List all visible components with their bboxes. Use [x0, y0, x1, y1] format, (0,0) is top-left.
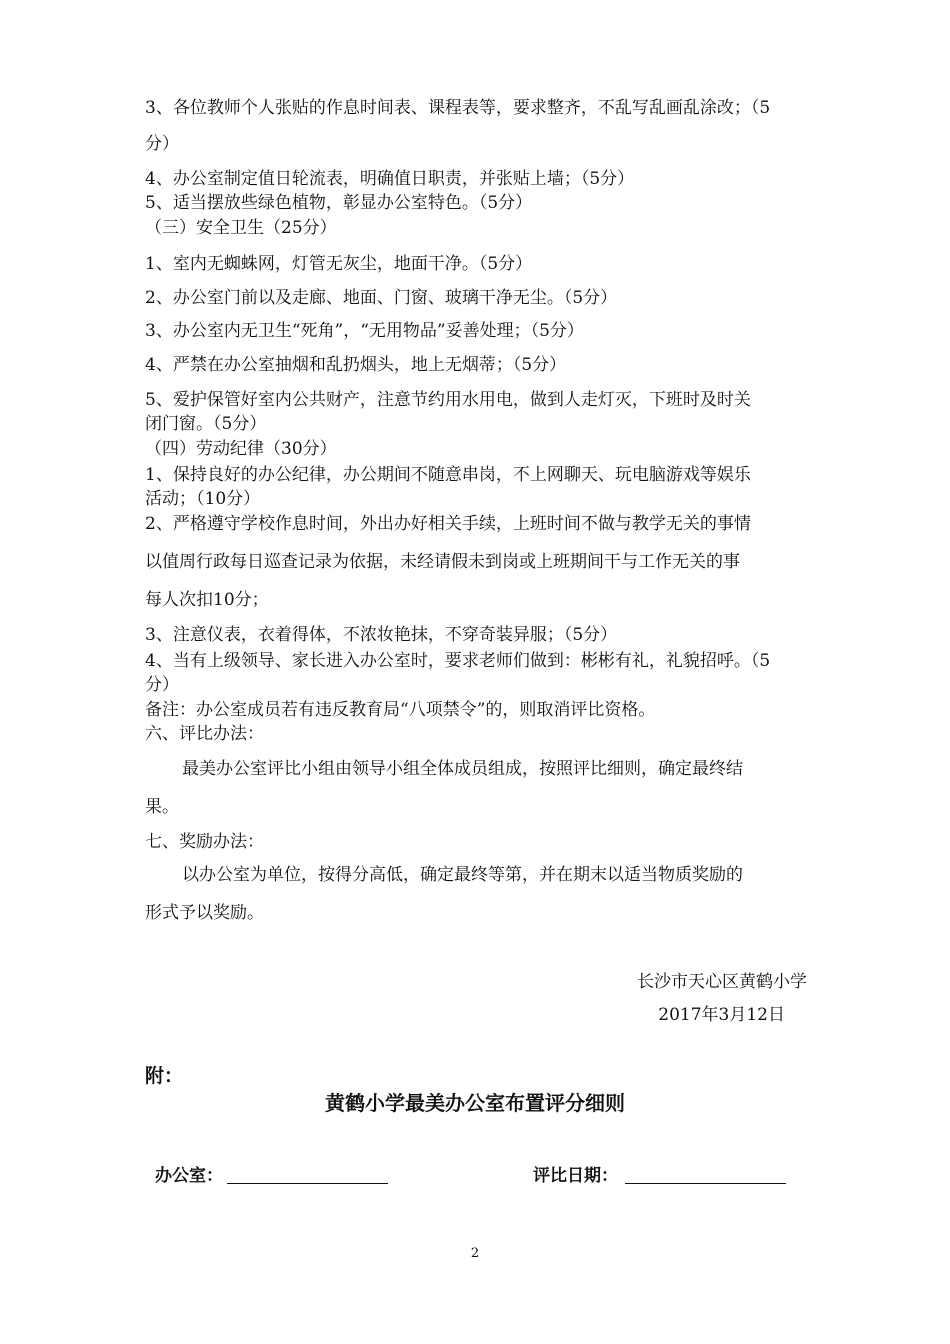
rule-line: 3、各位教师个人张贴的作息时间表、课程表等，要求整齐，不乱写乱画乱涂改；（5 [145, 98, 771, 118]
rule-line: 分） [145, 134, 179, 154]
signature-school: 长沙市天心区黄鹤小学 [637, 972, 807, 992]
section-heading: 六、评比办法： [145, 724, 264, 744]
rule-line: 1、保持良好的办公纪律，办公期间不随意串岗，不上网聊天、玩电脑游戏等娱乐 [145, 465, 751, 485]
appendix-title: 黄鹤小学最美办公室布置评分细则 [325, 1091, 625, 1115]
rule-line: 5、爱护保管好室内公共财产，注意节约用水用电，做到人走灯灭，下班时及时关 [145, 390, 751, 410]
section-heading: 七、奖励办法： [145, 832, 264, 852]
note-line: 备注：办公室成员若有违反教育局“八项禁令”的，则取消评比资格。 [145, 700, 656, 720]
paragraph-line: 果。 [145, 797, 179, 817]
rule-line: 2、严格遵守学校作息时间，外出办好相关手续，上班时间不做与教学无关的事情 [145, 514, 751, 534]
signature-date: 2017年3月12日 [658, 1005, 785, 1025]
rule-line: 分） [145, 675, 179, 695]
rule-line: 4、严禁在办公室抽烟和乱扔烟头，地上无烟蒂；（5分） [145, 355, 567, 375]
section-heading: （四）劳动纪律（30分） [145, 439, 337, 459]
rule-line: 5、适当摆放些绿色植物，彰显办公室特色。（5分） [145, 193, 533, 213]
rule-line: 1、室内无蜘蛛网，灯管无灰尘，地面干净。（5分） [145, 254, 533, 274]
section-heading: （三）安全卫生（25分） [145, 218, 337, 238]
rule-line: 4、当有上级领导、家长进入办公室时，要求老师们做到：彬彬有礼，礼貌招呼。（5 [145, 651, 771, 671]
appendix-label: 附： [145, 1065, 184, 1087]
paragraph-line: 最美办公室评比小组由领导小组全体成员组成，按照评比细则，确定最终结 [182, 759, 743, 779]
rule-line: 每人次扣10分； [145, 590, 269, 610]
office-field-line [227, 1183, 388, 1184]
rule-line: 活动；（10分） [145, 489, 261, 509]
paragraph-line: 以办公室为单位，按得分高低，确定最终等第，并在期末以适当物质奖励的 [182, 865, 743, 885]
rule-line: 3、注意仪表，衣着得体，不浓妆艳抹，不穿奇装异服；（5分） [145, 625, 618, 645]
rule-line: 4、办公室制定值日轮流表，明确值日职责，并张贴上墙；（5分） [145, 169, 635, 189]
page-number: 2 [470, 1246, 480, 1261]
paragraph-line: 形式予以奖励。 [145, 903, 264, 923]
rule-line: 2、办公室门前以及走廊、地面、门窗、玻璃干净无尘。（5分） [145, 288, 618, 308]
date-field-label: 评比日期： [533, 1166, 618, 1186]
office-field-label: 办公室： [155, 1166, 223, 1186]
rule-line: 以值周行政每日巡查记录为依据，未经请假未到岗或上班期间干与工作无关的事 [145, 552, 740, 572]
rule-line: 闭门窗。（5分） [145, 414, 267, 434]
rule-line: 3、办公室内无卫生“死角”，“无用物品”妥善处理；（5分） [145, 321, 584, 341]
date-field-line [625, 1183, 786, 1184]
